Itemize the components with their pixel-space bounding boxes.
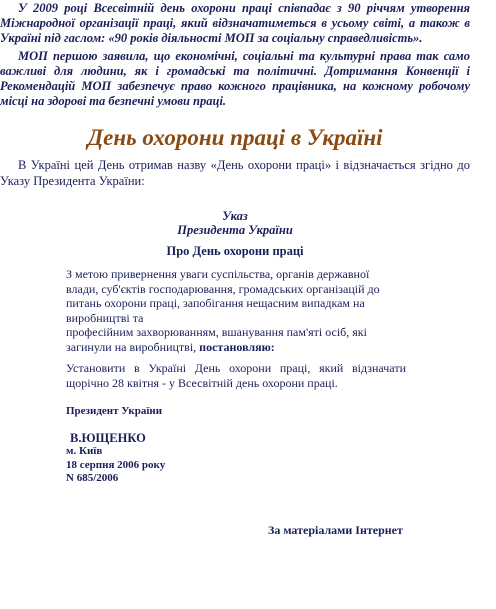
intro-paragraph-2: МОП першою заявила, що економічні, соціальні та культурні права так само важливі для людини, як і громадські та політичні. Дотримання Конвенції і Рекомендацій МОП забезпечує право кожного працівника, на кожному робочому місці на здорові та безпечні умови праці. — [0, 49, 470, 108]
decree-place: м. Київ — [66, 445, 103, 457]
decree-issuer: Президента України — [177, 223, 293, 237]
preamble-line: виробництві та — [66, 310, 144, 325]
preamble-line: З метою привернення уваги суспільства, органів державної — [66, 267, 370, 281]
decree-number: N 685/2006 — [66, 472, 119, 484]
decree-heading: Указ — [222, 209, 248, 223]
article-line: Установити в Україні День охорони праці, який відзначати — [66, 361, 406, 375]
decree-date: 18 серпня 2006 року — [66, 459, 166, 471]
preamble-line: влади, суб'єктів господарювання, громадських організацій до — [66, 281, 380, 296]
preamble-keyword: постановляю: — [199, 339, 275, 354]
signatory-title: Президент України — [66, 405, 163, 417]
preamble-line: професійним захворюванням, вшанування пам'яті осіб, які — [66, 325, 367, 339]
page-title: День охорони праці в Україні — [87, 125, 383, 150]
decree-subject: Про День охорони праці — [166, 244, 304, 258]
signatory-name: В.ЮЩЕНКО — [70, 431, 146, 445]
preamble-line: загинули на виробництві, постановляю: — [66, 339, 275, 354]
source-note: За матеріалами Інтернет — [268, 523, 403, 537]
decree-preamble — [66, 267, 406, 354]
decree-article — [66, 361, 406, 390]
article-line: щорічно 28 квітня - у Всесвітній день охорони праці. — [66, 375, 338, 390]
intro-paragraph-1: У 2009 році Всесвітній день охорони праці співпадає з 90 річчям утворення Міжнародної організації праці, який відзначатиметься в усьому світі, а також в Україні під гаслом: «90 років діяльності МОП за соціальну справедливість». — [0, 1, 470, 45]
lead-paragraph: В Україні цей День отримав назву «День охорони праці» і відзначається згідно до Указу Президента України: — [0, 158, 470, 188]
preamble-line: питань охорони праці, запобігання нещасним випадкам на — [66, 296, 365, 310]
